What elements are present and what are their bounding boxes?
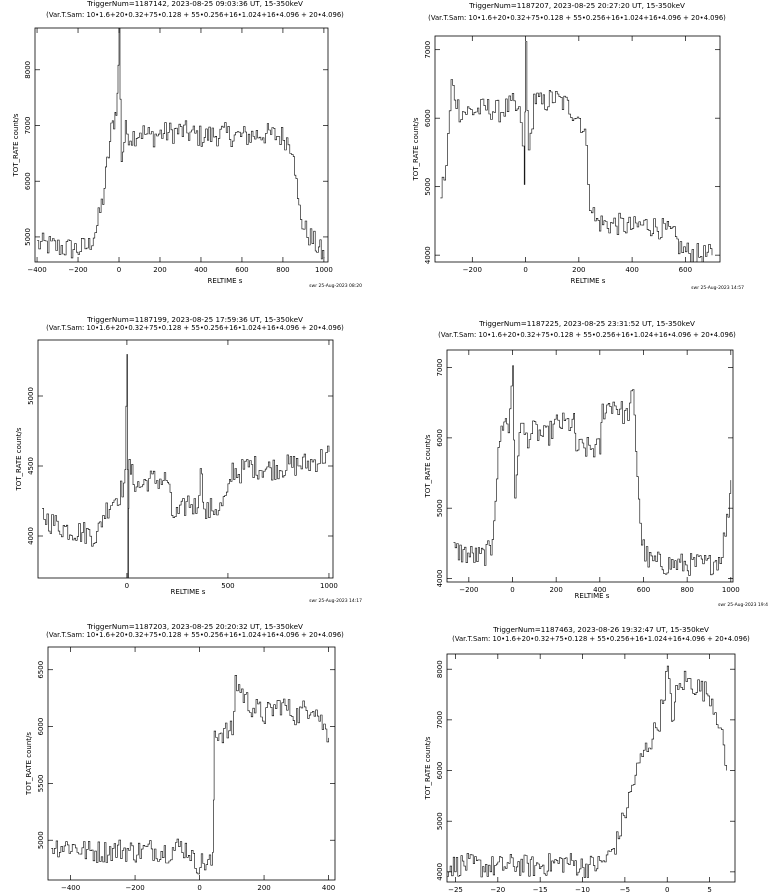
x-tick-label: 600 xyxy=(235,266,249,274)
chart-panel-2 xyxy=(412,1,744,291)
chart-title: TriggerNum=1187199, 2023-08-25 17:59:36 UT, 15-350keV xyxy=(87,315,303,324)
x-tick-label: 0 xyxy=(116,266,122,274)
x-tick-label: −400 xyxy=(60,884,81,892)
x-tick-label: 500 xyxy=(221,582,235,590)
x-axis-label: RELTIME s xyxy=(570,277,606,285)
y-tick-label: 4000 xyxy=(436,569,444,588)
x-axis-label: RELTIME s xyxy=(207,277,243,285)
plot-frame xyxy=(48,647,335,880)
chart-title: TriggerNum=1187207, 2023-08-25 20:27:20 UT, 15-350keV xyxy=(469,1,685,10)
x-tick-label: −200 xyxy=(462,266,482,274)
y-axis-label: TOT_RATE count/s xyxy=(15,427,23,491)
x-tick-label: 200 xyxy=(572,266,586,274)
series-line-1 xyxy=(42,354,329,577)
y-tick-label: 5000 xyxy=(27,387,35,405)
y-tick-label: 5000 xyxy=(436,499,444,518)
chart-subtitle: (Var.T.Sam: 10•1.6+20•0.32+75•0.128 + 55•0.256+16•1.024+16•4.096 + 20•4.096) xyxy=(46,11,344,19)
x-tick-label: 0 xyxy=(510,586,515,594)
chart-footer: swr 25-Aug-2023 08:20 xyxy=(309,284,362,289)
x-tick-label: 800 xyxy=(276,266,290,274)
x-tick-label: 400 xyxy=(321,884,336,892)
x-tick-label: 200 xyxy=(153,266,167,274)
x-tick-label: 200 xyxy=(257,884,271,892)
series-line-1 xyxy=(51,675,328,874)
x-tick-label: 400 xyxy=(593,586,607,594)
x-tick-label: 0 xyxy=(197,884,202,892)
x-tick-label: −15 xyxy=(532,886,548,894)
x-tick-label: −200 xyxy=(459,586,479,594)
y-tick-label: 7000 xyxy=(24,116,32,135)
x-tick-label: 1000 xyxy=(320,582,338,590)
chart-title: TriggerNum=1187463, 2023-08-26 19:32:47 UT, 15-350keV xyxy=(493,625,709,634)
y-tick-label: 7000 xyxy=(424,40,432,59)
x-tick-label: 200 xyxy=(549,586,563,594)
y-tick-label: 4500 xyxy=(27,457,35,475)
x-tick-label: 600 xyxy=(678,266,693,274)
y-tick-label: 5000 xyxy=(436,812,444,831)
x-tick-label: 400 xyxy=(625,266,639,274)
y-axis-label: TOT_RATE count/s xyxy=(424,736,432,800)
chart-footer: swr 25-Aug-2023 14:57 xyxy=(691,286,744,291)
y-tick-label: 7000 xyxy=(436,710,444,729)
x-tick-label: 600 xyxy=(636,586,651,594)
y-tick-label: 6000 xyxy=(436,761,444,780)
x-tick-label: 0 xyxy=(124,582,130,590)
x-tick-label: −400 xyxy=(27,266,47,274)
plot-frame xyxy=(35,28,328,262)
chart-panel-5 xyxy=(25,622,344,892)
x-tick-label: −10 xyxy=(575,886,590,894)
y-axis-label: TOT_RATE count/s xyxy=(412,117,420,181)
y-axis-label: TOT_RATE count/s xyxy=(424,434,432,498)
chart-subtitle: (Var.T.Sam: 10•1.6+20•0.32+75•0.128 + 55•0.256+16•1.024+16•4.096 + 20•4.096) xyxy=(46,631,344,639)
x-tick-label: −200 xyxy=(125,884,145,892)
chart-title: TriggerNum=1187203, 2023-08-25 20:20:32 UT, 15-350keV xyxy=(87,622,303,631)
x-tick-label: −200 xyxy=(68,266,88,274)
chart-footer: swr 25-Aug-2023 19:4 xyxy=(718,603,768,608)
y-tick-label: 8000 xyxy=(436,660,444,679)
chart-title: TriggerNum=1187142, 2023-08-25 09:03:36 UT, 15-350keV xyxy=(87,0,303,8)
y-tick-label: 7000 xyxy=(436,358,444,377)
x-tick-label: −5 xyxy=(619,886,631,894)
y-tick-label: 4000 xyxy=(424,246,432,265)
chart-subtitle: (Var.T.Sam: 10•1.6+20•0.32+75•0.128 + 55•0.256+16•1.024+16•4.096 + 20•4.096) xyxy=(46,324,344,332)
x-tick-label: 1000 xyxy=(721,586,740,594)
series-line-1 xyxy=(447,666,727,877)
y-tick-label: 5000 xyxy=(424,177,432,196)
plot-frame xyxy=(447,350,733,582)
x-tick-label: 800 xyxy=(680,586,694,594)
y-axis-label: TOT_RATE count/s xyxy=(12,113,20,177)
x-tick-label: 0 xyxy=(523,266,528,274)
y-tick-label: 5000 xyxy=(24,228,32,246)
chart-panel-3 xyxy=(15,315,362,604)
chart-footer: swr 25-Aug-2023 14:17 xyxy=(309,599,362,604)
chart-subtitle: (Var.T.Sam: 10•1.6+20•0.32+75•0.128 + 55•0.256+16•1.024+16•4.096 + 20•4.096) xyxy=(438,331,736,339)
plot-frame xyxy=(447,654,735,882)
y-tick-label: 4000 xyxy=(436,862,444,881)
x-axis-label: RELTIME s xyxy=(574,592,610,600)
series-line-1 xyxy=(454,366,731,576)
chart-subtitle: (Var.T.Sam: 10•1.6+20•0.32+75•0.128 + 55•0.256+16•1.024+16•4.096 + 20•4.096) xyxy=(452,635,750,643)
x-tick-label: −20 xyxy=(490,886,506,894)
y-tick-label: 6000 xyxy=(37,717,45,736)
y-tick-label: 6000 xyxy=(424,109,432,128)
y-tick-label: 8000 xyxy=(24,60,32,79)
y-tick-label: 6000 xyxy=(436,428,444,447)
y-tick-label: 6500 xyxy=(37,660,45,679)
x-tick-label: −25 xyxy=(448,886,463,894)
chart-panel-4 xyxy=(424,319,768,608)
x-tick-label: 1000 xyxy=(314,266,333,274)
x-tick-label: 400 xyxy=(194,266,208,274)
plot-frame xyxy=(435,36,720,262)
chart-panel-6 xyxy=(424,625,750,894)
x-tick-label: 5 xyxy=(707,886,712,894)
y-axis-label: TOT_RATE count/s xyxy=(25,731,33,796)
x-axis-label: RELTIME s xyxy=(170,588,206,596)
y-tick-label: 4000 xyxy=(27,527,35,545)
y-tick-label: 6000 xyxy=(24,172,32,191)
series-line-1 xyxy=(37,23,324,259)
chart-title: TriggerNum=1187225, 2023-08-25 23:31:52 UT, 15-350keV xyxy=(479,319,695,328)
y-tick-label: 5500 xyxy=(37,774,45,793)
x-tick-label: 0 xyxy=(665,886,670,894)
y-tick-label: 5000 xyxy=(37,831,45,850)
chart-subtitle: (Var.T.Sam: 10•1.6+20•0.32+75•0.128 + 55•0.256+16•1.024+16•4.096 + 20•4.096) xyxy=(428,14,726,22)
chart-panel-1 xyxy=(12,0,362,289)
series-line-1 xyxy=(440,42,712,266)
